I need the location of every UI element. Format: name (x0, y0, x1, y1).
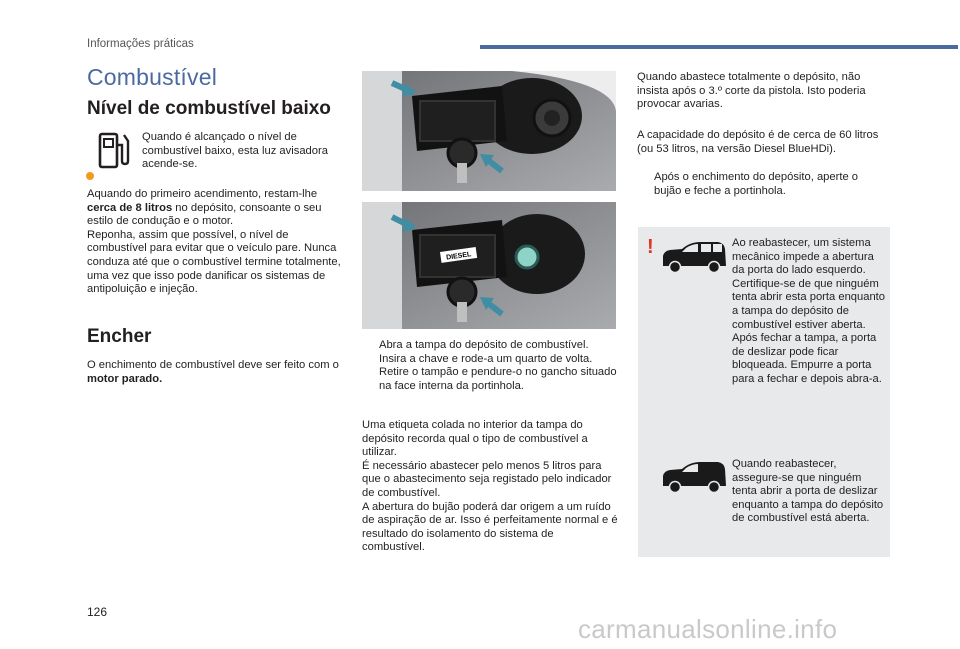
capacity-note: A capacidade do depósito é de cerca de 60 litros (ou 53 litros, na versão Diesel BlueHDi). (637, 129, 879, 155)
fill-body-pre: O enchimento de combustível deve ser feito com o (87, 359, 339, 371)
label-info-p3: A abertura do bujão poderá dar origem a um ruído de aspiração de ar. Isso é perfeitamente normal e é resultado do isolamento do sistema de combustível. (362, 500, 618, 554)
van-icon (660, 460, 728, 494)
low-fuel-indicator-dot (86, 172, 94, 180)
diesel-label-text: DIESEL (445, 251, 472, 262)
fuel-pump-icon (98, 131, 132, 169)
warning-text-sliding-door (732, 237, 887, 387)
fill-body (87, 359, 349, 386)
warning-exclamation-icon: ! (647, 236, 654, 258)
step-text: Abra a tampa do depósito de combustível. (379, 339, 589, 351)
list-item (637, 171, 887, 198)
list-item (362, 366, 618, 393)
watermark: carmanualsonline.info (578, 614, 838, 644)
label-info-text (362, 419, 618, 555)
step-text: Insira a chave e rode-a um quarto de volta. (379, 352, 593, 365)
page-number: 126 (87, 605, 108, 619)
fuel-flap-photo-open (362, 71, 616, 191)
bullet-symbol (362, 353, 379, 367)
low-fuel-body-2: Reponha, assim que possível, o nível de combustível para evitar que o veículo pare. Nunca conduza até que o combustível termine totalmente, uma vez que isso pode danificar os sistemas de antipoluição e injeção. (87, 228, 341, 296)
low-fuel-body-post: no depósito, consoante o seu estilo de condução e o motor. (87, 201, 322, 228)
full-tank-note: Quando abastece totalmente o depósito, não insista após o 3.º corte da pistola. Isto poderia provocar avarias. (637, 71, 866, 111)
low-fuel-heading: Nível de combustível baixo (87, 98, 331, 119)
steps-list (362, 339, 618, 393)
fill-body-bold: motor parado. (87, 372, 163, 385)
list-item (362, 339, 618, 353)
step-text: Após o enchimento do depósito, aperte o bujão e feche a portinhola. (654, 171, 859, 197)
step-text: Retire o tampão e pendure-o no gancho situado na face interna da portinhola. (379, 366, 617, 392)
fill-heading: Encher (87, 326, 152, 347)
list-item (362, 353, 618, 367)
warning-text-1a: Ao reabastecer, um sistema mecânico impede a abertura da porta do lado esquerdo. Certifique-se de que ninguém tenta abrir esta porta enquanto a tampa do depósito de combustível estiver aberta. (732, 237, 886, 331)
close-step (637, 171, 887, 198)
low-fuel-warning-text: Quando é alcançado o nível de combustível baixo, esta luz avisadora acende-se. (142, 131, 328, 171)
low-fuel-body (87, 188, 349, 297)
page-title: Combustível (87, 64, 218, 90)
bullet-symbol (362, 366, 379, 393)
bullet-symbol (362, 339, 379, 353)
low-fuel-body-bold: cerca de 8 litros (87, 201, 173, 214)
bullet-symbol (637, 171, 654, 198)
header-bar (480, 45, 958, 49)
warning-text-refuel: Quando reabastecer, assegure-se que ninguém tenta abrir a porta de deslizar enquanto a tampa do depósito de combustível está aberta. (732, 458, 884, 525)
fuel-flap-photo-diesel (362, 202, 616, 329)
section-header: Informações práticas (87, 38, 194, 50)
low-fuel-body-pre: Aquando do primeiro acendimento, restam-lhe (87, 188, 318, 200)
label-info-p2: É necessário abastecer pelo menos 5 litros para que o abastecimento seja registado pelo indicador de combustível. (362, 459, 612, 499)
warning-text-1b: Após fechar a tampa, a porta de deslizar pode ficar bloqueada. Empurre a porta para a fechar e depois abra-a. (732, 332, 882, 385)
label-info-p1: Uma etiqueta colada no interior da tampa do depósito recorda qual o tipo de combustível a utilizar. (362, 419, 588, 459)
van-icon (660, 240, 728, 274)
